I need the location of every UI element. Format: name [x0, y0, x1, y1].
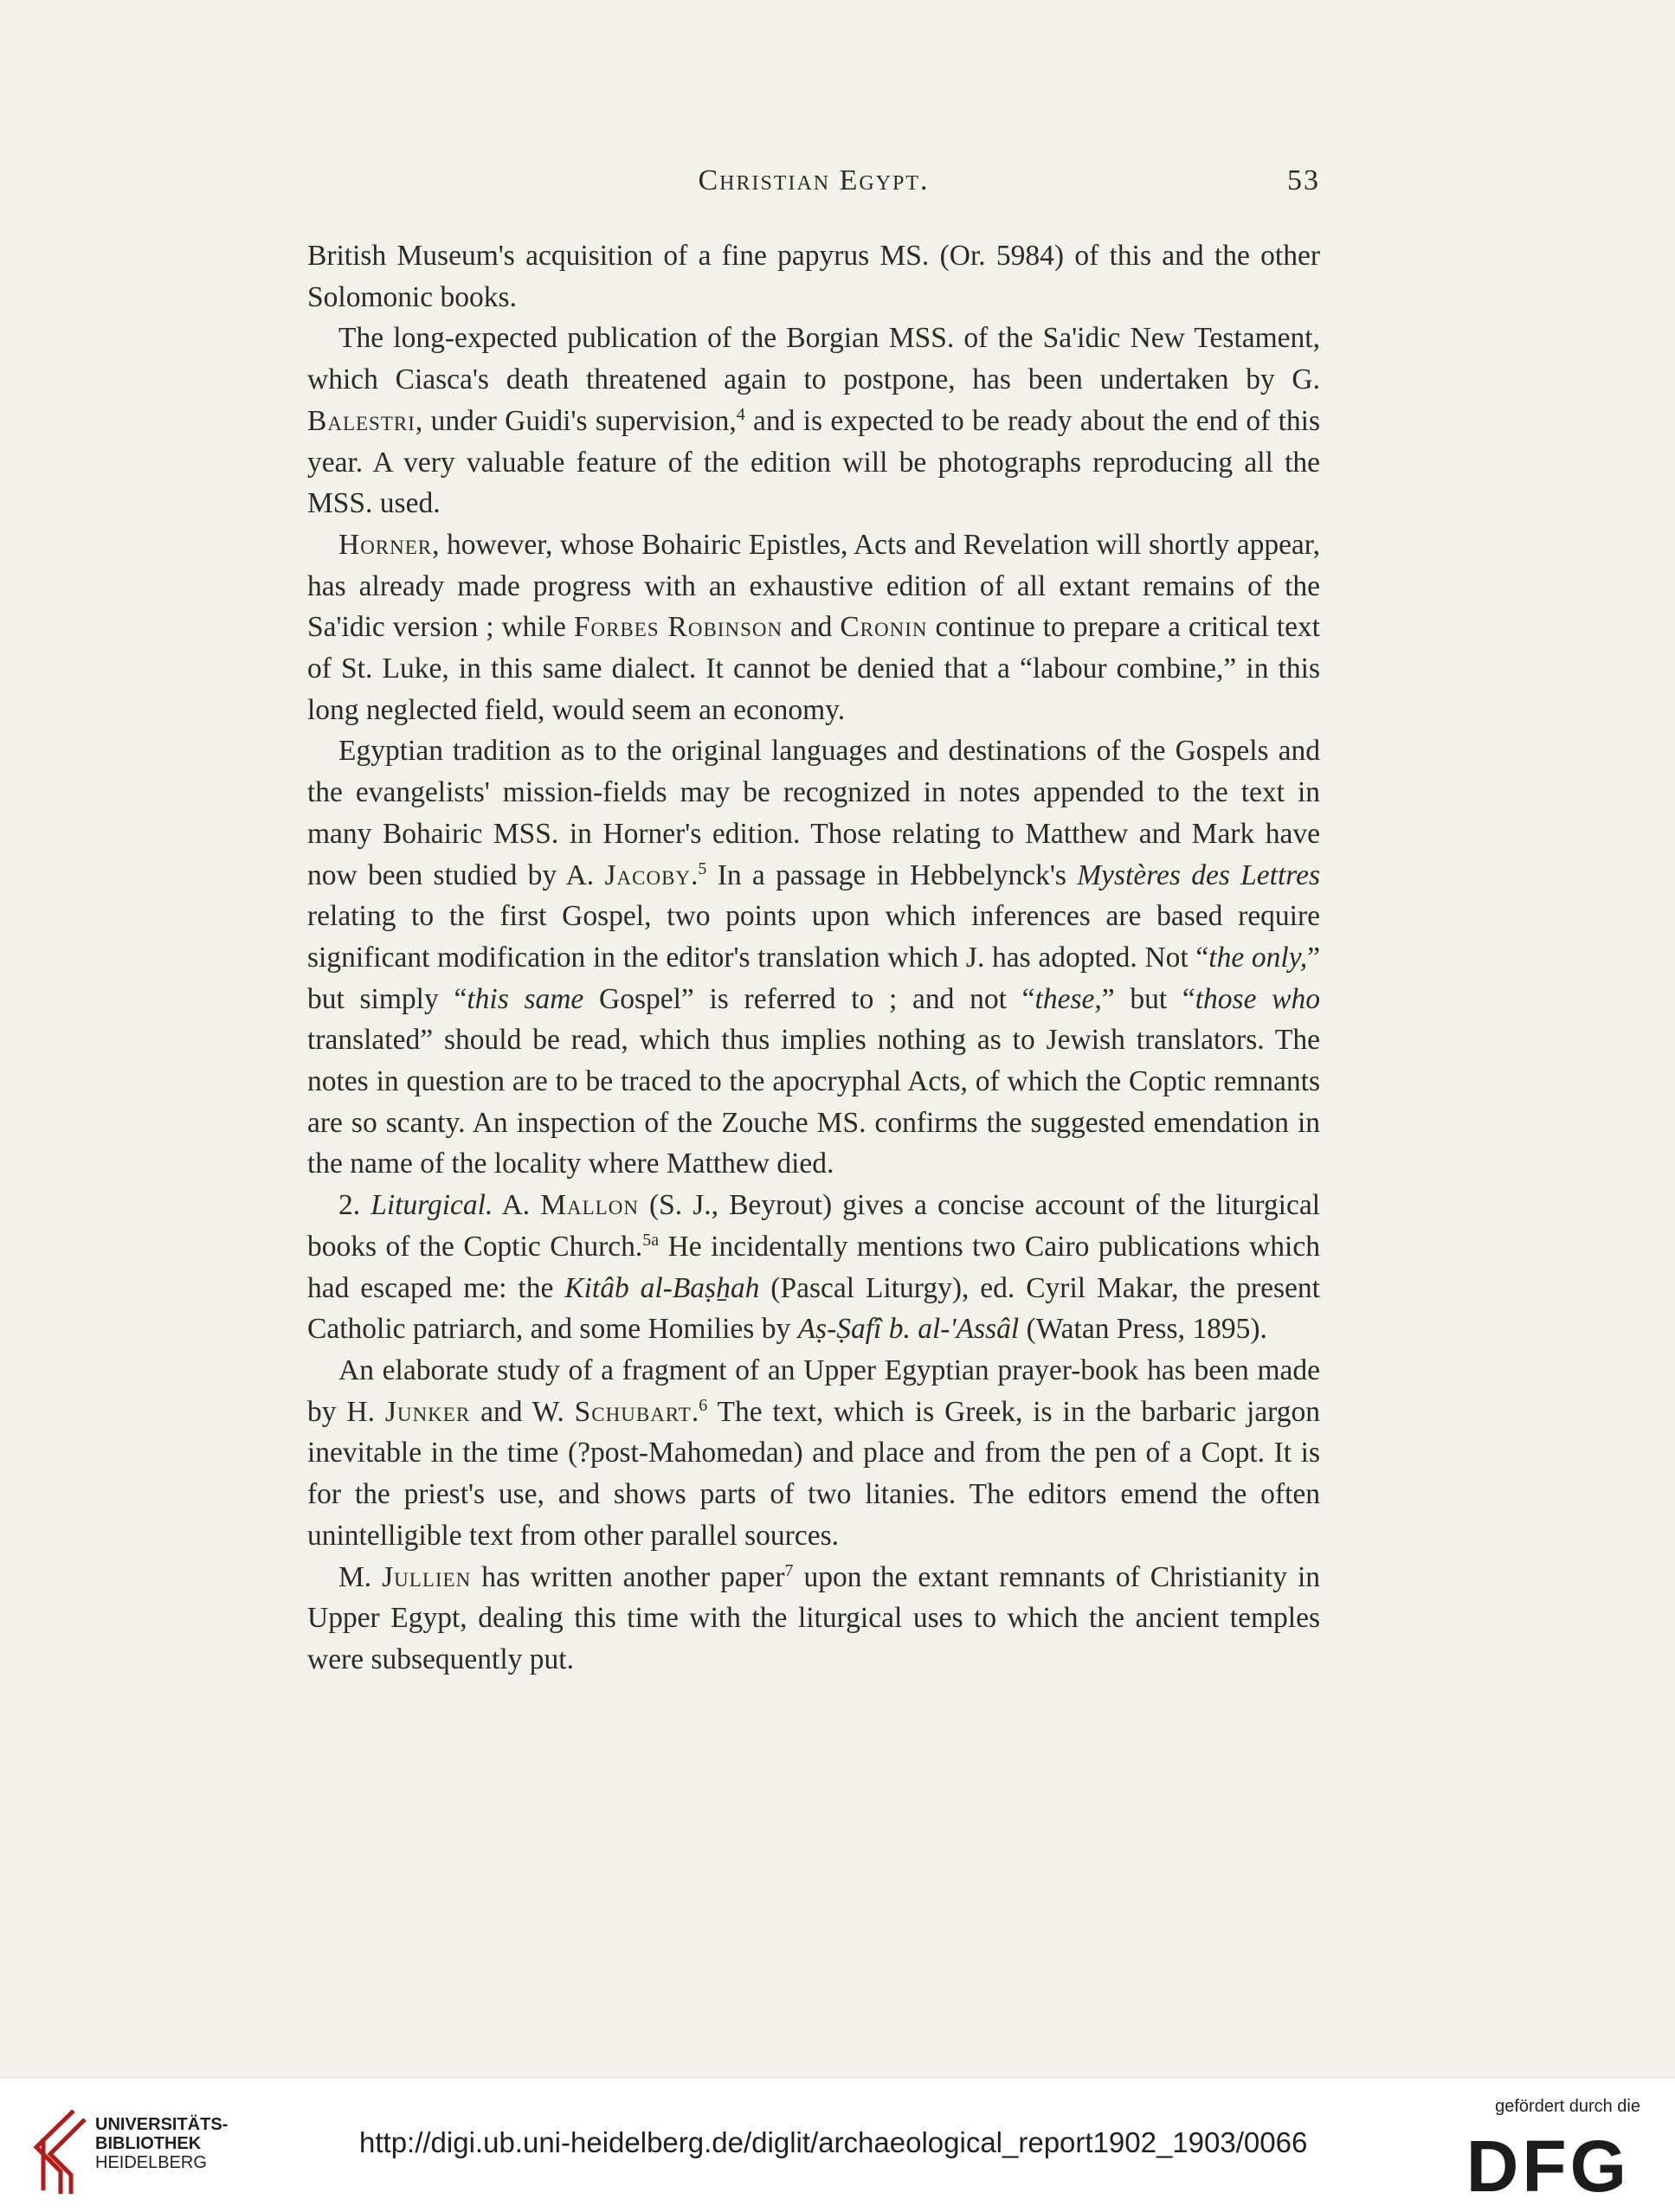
text-run: ” but “ [1101, 982, 1195, 1015]
permalink-url[interactable]: http://digi.ub.uni-heidelberg.de/diglit/archaeological_report1902_1903/0066 [359, 2126, 1308, 2158]
italic-text: Kitâb al-Baṣẖah [564, 1271, 760, 1304]
text-run: and W. [470, 1395, 575, 1428]
paragraph [307, 524, 1320, 731]
text-run: The long-expected publication of the Borgian MSS. of the Sa'idic New Testament, which Ciasca's death threatened again to postpone, has been undertaken by G. [307, 322, 1320, 396]
text-run: British Museum's acquisition of a fine papyrus MS. (Or. 5984) of this and the other Solomonic books. [307, 240, 1320, 313]
paragraph [307, 1350, 1320, 1557]
text-run: relating to the first Gospel, two points upon which inferences are based require significant modification in the editor's translation which J. has adopted. Not “ [307, 900, 1320, 974]
author-name: Schubart [574, 1395, 692, 1428]
text-run: The text, which is Greek, is in the barbaric jargon inevitable in the time (?post-Mahomedan) and place and from the pen of a Copt. It is for the priest's use, and shows parts of two litanies. The editors emend the often unintelligible text from other parallel sources. [307, 1395, 1320, 1552]
italic-text: the only, [1208, 941, 1308, 974]
footnote-marker: 4 [736, 404, 745, 424]
text-run: 2. [338, 1189, 371, 1222]
author-name: Balestri [307, 404, 416, 437]
author-name: Jacoby [604, 858, 692, 891]
paragraph [307, 730, 1320, 1185]
footnote-marker: 5a [642, 1230, 660, 1250]
text-run: M. [338, 1560, 383, 1593]
text-run: An elaborate study of a fragment of an Upper Egyptian prayer-book has been made by H. [307, 1354, 1320, 1428]
footnote-marker: 7 [784, 1560, 794, 1580]
italic-text: these, [1034, 982, 1102, 1015]
running-head [307, 164, 1320, 208]
text-run: (Watan Press, 1895). [1019, 1313, 1267, 1346]
italic-text: those who [1195, 982, 1321, 1015]
italic-text: Liturgical. [370, 1189, 493, 1222]
text-run: (Pascal Liturgy), ed. Cyril Makar, the present Catholic patriarch, and some Homilies by [307, 1271, 1320, 1346]
library-name-line-3: HEIDELBERG [95, 2153, 207, 2172]
footnote-marker: 5 [698, 858, 707, 878]
author-name: Jullien [382, 1560, 472, 1593]
text-run: (S. J., Beyrout) gives a concise account of the liturgical books of the Coptic Church. [307, 1189, 1320, 1263]
text-run: Egyptian tradition as to the original languages and destinations of the Gospels and the evangelists' mission-fields may be recognized in notes appended to the text in many Bohairic MSS. in Horner's edition. Those relating to Matthew and Mark have now been studied by A. [307, 735, 1320, 891]
paragraph [307, 235, 1320, 318]
author-name: Junker [384, 1395, 471, 1428]
text-run: upon the extant remnants of Christianity in Upper Egypt, dealing this time with the liturgical uses to which the ancient temples were subsequently put. [307, 1560, 1320, 1675]
text-run: . [691, 858, 699, 891]
text-run: and is expected to be ready about the end of this year. A very valuable feature of the edition will be photographs reproducing all the MSS. used. [307, 404, 1320, 520]
library-name [95, 2115, 228, 2172]
running-head-title: Christian Egypt. [698, 164, 930, 196]
footnote-marker: 6 [699, 1395, 708, 1415]
text-run: has written another paper [471, 1560, 785, 1593]
italic-text: this same [467, 982, 584, 1015]
library-name-line-1: UNIVERSITÄTS- [95, 2115, 229, 2134]
text-run: ” but simply “ [307, 941, 1320, 1015]
text-run: He incidentally mentions two Cairo publications which had escaped me: the [307, 1230, 1320, 1304]
paragraph [307, 1557, 1320, 1681]
italic-text: Mystères des Lettres [1077, 858, 1320, 891]
footer-bar [0, 2077, 1675, 2212]
text-run: translated” should be read, which thus implies nothing as to Jewish translators. The notes in question are to be traced to the apocryphal Acts, of which the Coptic remnants are so scanty. An inspection of the Zouche MS. confirms the suggested emendation in the name of the locality where Matthew died. [307, 1024, 1320, 1180]
library-logo-icon [26, 2104, 100, 2199]
text-run: In a passage in Hebbelynck's [706, 858, 1078, 891]
dfg-logo: DFG [1466, 2125, 1630, 2207]
author-name: Forbes Robinson [573, 611, 783, 644]
paragraph [307, 318, 1320, 524]
text-run: and [783, 611, 841, 644]
author-name: Mallon [540, 1189, 639, 1222]
text-run: , however, whose Bohairic Epistles, Acts and Revelation will shortly appear, has already made progress with an exhaustive edition of all extant remains of the Sa'idic version ; while [307, 528, 1320, 644]
funding-label: gefördert durch die [1495, 2097, 1640, 2116]
library-name-line-2: BIBLIOTHEK [95, 2134, 202, 2153]
text-run: , under Guidi's supervision, [415, 404, 737, 437]
italic-text: Aṣ-Ṣafî b. al-'Assâl [797, 1313, 1020, 1346]
page-number: 53 [1287, 164, 1320, 196]
text-run: . [691, 1395, 699, 1428]
paragraph [307, 1185, 1320, 1350]
text-run: Gospel” is referred to ; and not “ [583, 982, 1035, 1015]
author-name: Horner [338, 528, 433, 561]
text-run: A. [493, 1189, 541, 1222]
body-text [307, 235, 1320, 1681]
text-run: continue to prepare a critical text of St. Luke, in this same dialect. It cannot be denied that a “labour combine,” in this long neglected field, would seem an economy. [307, 611, 1320, 726]
author-name: Cronin [840, 611, 928, 644]
